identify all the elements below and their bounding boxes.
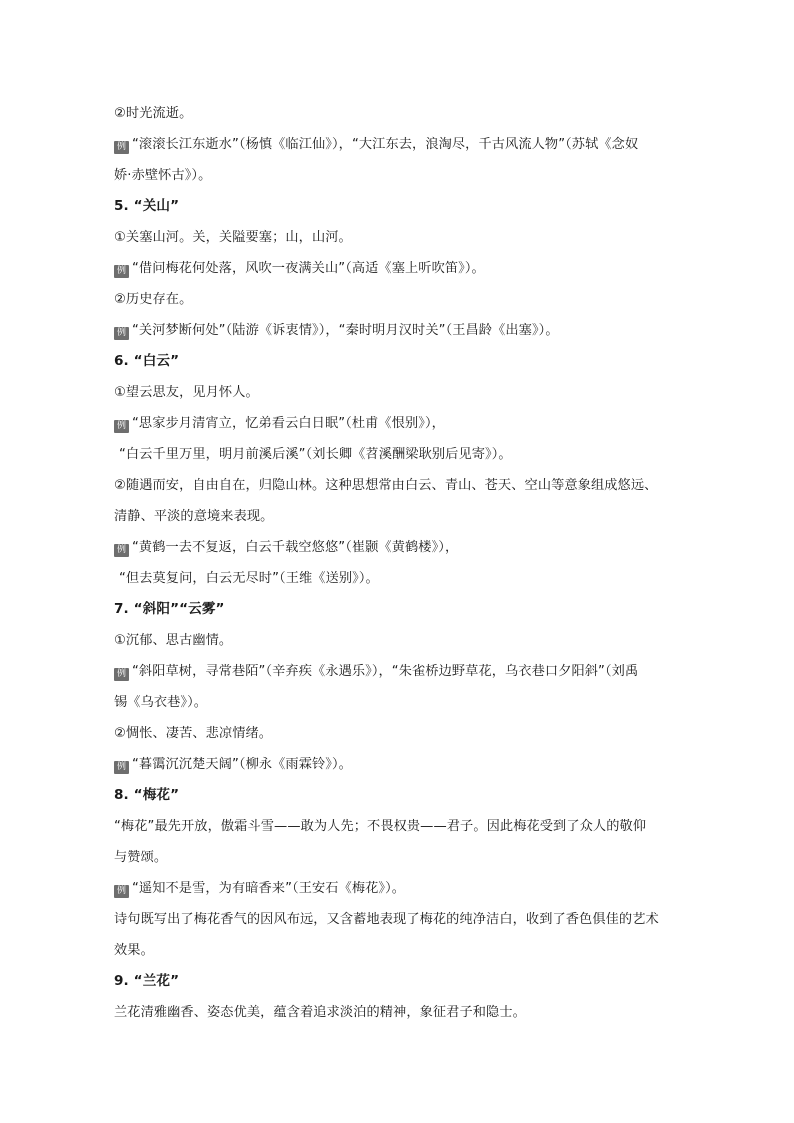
- text-line: [114, 439, 686, 470]
- line-text: 锡《乌衣巷》）。: [114, 695, 208, 710]
- example-badge-icon: 例: [114, 668, 129, 681]
- line-text: 娇·赤壁怀古》）。: [114, 168, 212, 183]
- line-text: “斜阳草树，寻常巷陌”（辛弃疾《永遇乐》），“朱雀桥边野草花，乌衣巷口夕阳斜”（刘禹: [132, 664, 639, 679]
- example-line: [114, 532, 686, 563]
- text-line: [114, 222, 686, 253]
- line-text: 与赞颂。: [114, 850, 168, 865]
- example-line: [114, 315, 686, 346]
- line-text: “遥知不是雪，为有暗香来”（王安石《梅花》）。: [132, 881, 406, 896]
- line-text: “黄鹤一去不复返，白云千载空悠悠”（崔颢《黄鹤楼》），: [132, 540, 459, 555]
- example-line: [114, 656, 686, 687]
- document-body: [114, 98, 686, 1028]
- line-text: ①望云思友，见月怀人。: [114, 385, 259, 400]
- example-badge-icon: 例: [114, 420, 129, 433]
- text-line: [114, 563, 686, 594]
- line-text: 兰花清雅幽香、姿态优美，蕴含着追求淡泊的精神，象征君子和隐士。: [114, 1005, 526, 1020]
- example-line: [114, 873, 686, 904]
- text-line: [114, 811, 686, 842]
- text-line: [114, 377, 686, 408]
- line-text: 5. “关山”: [114, 198, 180, 214]
- section-heading: [114, 191, 686, 222]
- line-text: 6. “白云”: [114, 353, 180, 369]
- line-text: ②随遇而安，自由自在，归隐山林。这种思想常由白云、青山、苍天、空山等意象组成悠远、: [114, 478, 658, 493]
- section-heading: [114, 966, 686, 997]
- example-line: [114, 749, 686, 780]
- example-line: [114, 253, 686, 284]
- line-text: “白云千里万里，明月前溪后溪”（刘长卿《苕溪酬梁耿别后见寄》）。: [119, 447, 512, 462]
- line-text: ①关塞山河。关，关隘要塞；山，山河。: [114, 230, 352, 245]
- line-text: “梅花”最先开放，傲霜斗雪——敢为人先；不畏权贵——君子。因此梅花受到了众人的敬仰: [114, 819, 647, 834]
- line-text: ②历史存在。: [114, 292, 193, 307]
- text-line: [114, 935, 686, 966]
- text-line: [114, 501, 686, 532]
- text-line: [114, 718, 686, 749]
- line-text: 诗句既写出了梅花香气的因风布远，又含蓄地表现了梅花的纯净洁白，收到了香色俱佳的艺术: [114, 912, 659, 927]
- text-line: [114, 470, 686, 501]
- text-line: [114, 160, 686, 191]
- example-badge-icon: 例: [114, 327, 129, 340]
- example-badge-icon: 例: [114, 761, 129, 774]
- line-text: 清静、平淡的意境来表现。: [114, 509, 274, 524]
- line-text: 9. “兰花”: [114, 973, 180, 989]
- line-text: 8. “梅花”: [114, 787, 180, 803]
- text-line: [114, 625, 686, 656]
- example-badge-icon: 例: [114, 141, 129, 154]
- section-heading: [114, 346, 686, 377]
- example-badge-icon: 例: [114, 265, 129, 278]
- text-line: [114, 997, 686, 1028]
- line-text: “滚滚长江东逝水”（杨慎《临江仙》），“大江东去，浪淘尽，千古风流人物”（苏轼《念奴: [132, 137, 639, 152]
- section-heading: [114, 780, 686, 811]
- example-line: [114, 408, 686, 439]
- line-text: ①沉郁、思古幽情。: [114, 633, 233, 648]
- line-text: “暮霭沉沉楚天阔”（柳永《雨霖铃》）。: [132, 757, 352, 772]
- line-text: “思家步月清宵立，忆弟看云白日眠”（杜甫《恨别》），: [132, 416, 445, 431]
- section-heading: [114, 594, 686, 625]
- example-badge-icon: 例: [114, 544, 129, 557]
- line-text: “关河梦断何处”（陆游《诉衷情》），“秦时明月汉时关”（王昌龄《出塞》）。: [132, 323, 559, 338]
- line-text: “但去莫复问，白云无尽时”（王维《送别》）。: [119, 571, 379, 586]
- text-line: [114, 687, 686, 718]
- example-line: [114, 129, 686, 160]
- line-text: “借问梅花何处落，风吹一夜满关山”（高适《塞上听吹笛》）。: [132, 261, 485, 276]
- text-line: [114, 98, 686, 129]
- line-text: ②时光流逝。: [114, 106, 193, 121]
- line-text: ②惆怅、凄苦、悲凉情绪。: [114, 726, 273, 741]
- text-line: [114, 904, 686, 935]
- text-line: [114, 284, 686, 315]
- line-text: 效果。: [114, 943, 154, 958]
- example-badge-icon: 例: [114, 885, 129, 898]
- text-line: [114, 842, 686, 873]
- line-text: 7. “斜阳”“云雾”: [114, 601, 225, 617]
